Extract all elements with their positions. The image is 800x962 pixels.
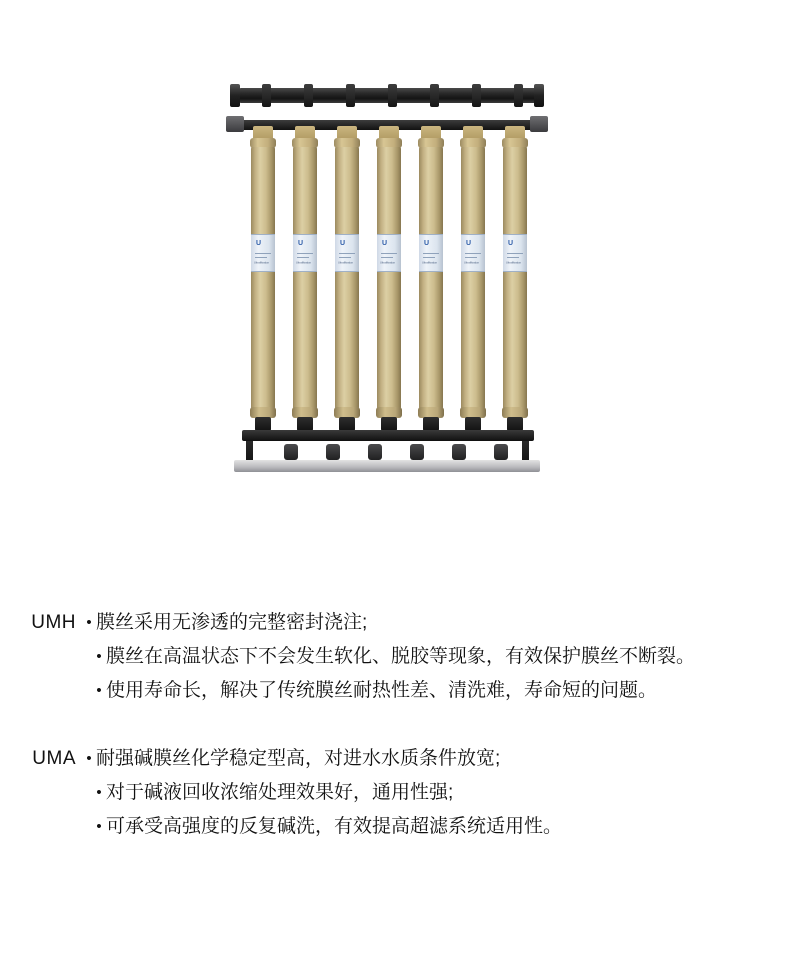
vessel-label-mark: U [298, 240, 303, 247]
feature-line [0, 742, 800, 776]
membrane-vessel [502, 126, 528, 434]
vessel-label-rule [507, 253, 523, 254]
vessel-foot [381, 417, 397, 431]
feature-text: 可承受高强度的反复碱洗，有效提高超滤系统适用性。 [106, 816, 563, 837]
header-side-port-right [530, 116, 548, 132]
pipe-flange [388, 84, 397, 107]
membrane-module-rack [228, 78, 546, 408]
vessel-body [419, 147, 443, 409]
vessel-label-rule [255, 257, 267, 258]
base-frame [234, 460, 540, 472]
pipe-flange [430, 84, 439, 107]
membrane-vessel [334, 126, 360, 434]
vessel-body [503, 147, 527, 409]
vessel-label-mark: U [256, 240, 261, 247]
vessel-foot [507, 417, 523, 431]
bullet-icon: • [86, 614, 92, 631]
vessel-label [377, 234, 401, 272]
vessel-label-rule [423, 257, 435, 258]
vessel-label-rule [297, 257, 309, 258]
lower-collection-manifold [242, 430, 534, 441]
vessel-foot [255, 417, 271, 431]
membrane-vessel [250, 126, 276, 434]
drain-valve [326, 444, 340, 460]
series-tag-umh: UMH [31, 612, 76, 633]
pipe-flange [304, 84, 313, 107]
frame-post [246, 441, 253, 461]
bullet-icon: • [96, 682, 102, 699]
frame-post [522, 441, 529, 461]
feature-text: 使用寿命长，解决了传统膜丝耐热性差、清洗难，寿命短的问题。 [106, 680, 658, 701]
membrane-vessel [418, 126, 444, 434]
membrane-vessel [460, 126, 486, 434]
pipe-flange [346, 84, 355, 107]
drain-valve [452, 444, 466, 460]
vessel-body [461, 147, 485, 409]
vessel-body [335, 147, 359, 409]
drain-valve [284, 444, 298, 460]
feature-group-umh [0, 606, 800, 708]
feature-text-block [0, 606, 800, 878]
vessel-label-rule [255, 253, 271, 254]
vessel-body [377, 147, 401, 409]
series-tag-uma: UMA [32, 748, 76, 769]
feature-text: 对于碱液回收浓缩处理效果好，通用性强; [106, 782, 454, 803]
membrane-vessel [292, 126, 318, 434]
bullet-icon: • [96, 648, 102, 665]
vessel-label-rule [339, 253, 355, 254]
top-pipe-end-cap-left [230, 84, 240, 107]
top-pipe-end-cap-right [534, 84, 544, 107]
vessel-label-mark: U [382, 240, 387, 247]
pipe-flange [262, 84, 271, 107]
vessel-foot [297, 417, 313, 431]
vessel-label-mark: U [466, 240, 471, 247]
feature-line [0, 674, 800, 708]
pipe-flange [514, 84, 523, 107]
bullet-icon: • [86, 750, 92, 767]
vessel-body [251, 147, 275, 409]
pipe-flange [472, 84, 481, 107]
vessel-label-mark: U [340, 240, 345, 247]
vessel-label-caption: Ultrafiltration [422, 261, 438, 265]
vessel-label [503, 234, 527, 272]
feature-line [0, 640, 800, 674]
vessel-label-rule [465, 253, 481, 254]
header-side-port-left [226, 116, 244, 132]
feature-line [0, 810, 800, 844]
vessel-label-rule [465, 257, 477, 258]
vessel-label-caption: Ultrafiltration [464, 261, 480, 265]
drain-valve [494, 444, 508, 460]
vessel-label [419, 234, 443, 272]
vessel-foot [465, 417, 481, 431]
vessel-label [335, 234, 359, 272]
feature-text: 耐强碱膜丝化学稳定型高，对进水水质条件放宽; [96, 748, 501, 769]
vessel-label [251, 234, 275, 272]
vessel-label-caption: Ultrafiltration [380, 261, 396, 265]
feature-text: 膜丝在高温状态下不会发生软化、脱胶等现象，有效保护膜丝不断裂。 [106, 646, 696, 667]
bullet-icon: • [96, 784, 102, 801]
feature-group-uma [0, 742, 800, 844]
vessel-label-caption: Ultrafiltration [338, 261, 354, 265]
bullet-icon: • [96, 818, 102, 835]
vessel-label-rule [339, 257, 351, 258]
vessel-label-mark: U [508, 240, 513, 247]
drain-valve [410, 444, 424, 460]
vessel-label-rule [423, 253, 439, 254]
vessel-label-rule [381, 257, 393, 258]
vessel-foot [339, 417, 355, 431]
vessel-label-caption: Ultrafiltration [506, 261, 522, 265]
vessel-label-rule [507, 257, 519, 258]
vessel-label [461, 234, 485, 272]
drain-valve [368, 444, 382, 460]
vessel-label [293, 234, 317, 272]
vessel-label-rule [381, 253, 397, 254]
vessel-label-rule [297, 253, 313, 254]
vessel-body [293, 147, 317, 409]
feature-text: 膜丝采用无渗透的完整密封浇注; [96, 612, 368, 633]
vessel-label-caption: Ultrafiltration [254, 261, 270, 265]
feature-line [0, 776, 800, 810]
vessel-label-mark: U [424, 240, 429, 247]
membrane-vessel [376, 126, 402, 434]
vessel-foot [423, 417, 439, 431]
feature-line [0, 606, 800, 640]
vessel-label-caption: Ultrafiltration [296, 261, 312, 265]
